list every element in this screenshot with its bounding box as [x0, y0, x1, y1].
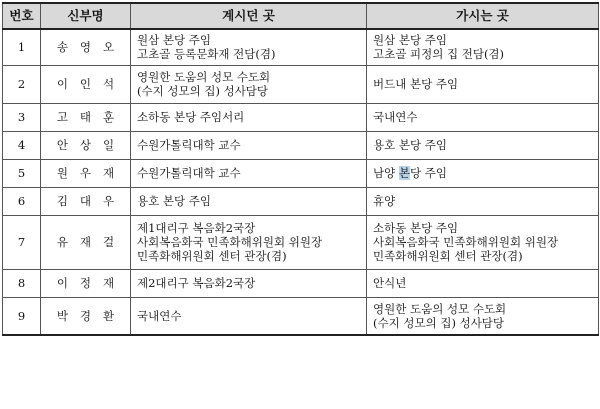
- cell-new-post: [367, 215, 599, 269]
- table-body: [3, 29, 599, 335]
- cell-priest-name: 원우재: [41, 159, 131, 187]
- cell-current-post: [131, 103, 367, 131]
- table-row: [3, 29, 599, 65]
- current-post-line: 국내연수: [137, 308, 182, 323]
- new-post-line: 민족화해위원회 센터 관장(겸): [373, 249, 523, 263]
- cell-new-post: [367, 159, 599, 187]
- new-post-line: 버드내 본당 주임: [373, 77, 459, 91]
- cell-no: 5: [3, 159, 41, 187]
- current-post-line: 소하동 본당 주임서리: [137, 110, 245, 124]
- header-name: 신부명: [41, 3, 131, 29]
- table-row: [3, 159, 599, 187]
- cell-no: 7: [3, 215, 41, 269]
- cell-priest-name: 송영오: [41, 29, 131, 65]
- new-post-line: [373, 166, 592, 180]
- header-no: 번호: [3, 3, 41, 29]
- current-post-line: 수원가톨릭대학 교수: [137, 166, 241, 180]
- current-post-line: 영원한 도움의 성모 수도회: [137, 70, 271, 84]
- current-post-line: 원삼 본당 주임: [137, 33, 211, 48]
- new-post-line: 국내연수: [373, 110, 418, 124]
- text-selection-highlight: 본: [398, 166, 410, 180]
- current-post-line: 제2대리구 복음화2국장: [137, 276, 256, 290]
- cell-new-post: [367, 187, 599, 215]
- table-row: [3, 65, 599, 103]
- cell-priest-name: 유재걸: [41, 215, 131, 269]
- new-post-line: 안식년: [373, 276, 407, 290]
- cell-current-post: [131, 131, 367, 159]
- table-header-row: [3, 3, 599, 29]
- header-new: 가시는 곳: [367, 3, 599, 29]
- cell-no: 1: [3, 29, 41, 65]
- cell-current-post: [131, 65, 367, 103]
- cell-priest-name: 안상일: [41, 131, 131, 159]
- cell-no: 8: [3, 269, 41, 297]
- current-post-line: (수지 성모의 집) 성사담당: [137, 84, 269, 98]
- new-post-line: 원삼 본당 주임: [373, 33, 447, 48]
- cell-current-post: [131, 297, 367, 335]
- cell-new-post: [367, 103, 599, 131]
- current-post-line: 사회복음화국 민족화해위원회 위원장: [137, 235, 323, 249]
- new-post-line: 휴양: [373, 194, 396, 208]
- table-row: [3, 215, 599, 269]
- cell-current-post: [131, 269, 367, 297]
- cell-new-post: [367, 269, 599, 297]
- cell-current-post: [131, 187, 367, 215]
- new-post-line: 소하동 본당 주임: [373, 221, 459, 235]
- cell-no: 3: [3, 103, 41, 131]
- current-post-line: 수원가톨릭대학 교수: [137, 138, 241, 152]
- cell-current-post: [131, 215, 367, 269]
- new-post-line: (수지 성모의 집) 성사담당: [373, 315, 505, 330]
- cell-priest-name: 이인석: [41, 65, 131, 103]
- new-post-line: 영원한 도움의 성모 수도회: [373, 301, 507, 316]
- cell-priest-name: 김대우: [41, 187, 131, 215]
- cell-new-post: [367, 65, 599, 103]
- new-post-line: 용호 본당 주임: [373, 138, 447, 152]
- cell-priest-name: 고태훈: [41, 103, 131, 131]
- new-post-line: 고초골 피정의 집 전담(겸): [373, 47, 505, 62]
- new-post-line: 사회복음화국 민족화해위원회 위원장: [373, 235, 559, 249]
- cell-new-post: [367, 297, 599, 335]
- cell-no: 9: [3, 297, 41, 335]
- cell-no: 4: [3, 131, 41, 159]
- new-post-text: 남양: [373, 166, 399, 180]
- table-row: [3, 297, 599, 335]
- cell-priest-name: 이정재: [41, 269, 131, 297]
- current-post-line: 민족화해위원회 센터 관장(겸): [137, 249, 287, 263]
- current-post-line: 고초골 등록문화재 전담(겸): [137, 47, 276, 62]
- new-post-text: 당 주임: [409, 166, 447, 180]
- table-row: [3, 269, 599, 297]
- cell-new-post: [367, 29, 599, 65]
- current-post-line: 제1대리구 복음화2국장: [137, 221, 256, 235]
- cell-priest-name: 박경환: [41, 297, 131, 335]
- appointments-table: [2, 2, 599, 336]
- cell-no: 6: [3, 187, 41, 215]
- current-post-line: 용호 본당 주임: [137, 194, 211, 208]
- header-current: 계시던 곳: [131, 3, 367, 29]
- cell-new-post: [367, 131, 599, 159]
- table-row: [3, 131, 599, 159]
- cell-current-post: [131, 159, 367, 187]
- table-row: [3, 187, 599, 215]
- cell-current-post: [131, 29, 367, 65]
- cell-no: 2: [3, 65, 41, 103]
- table-row: [3, 103, 599, 131]
